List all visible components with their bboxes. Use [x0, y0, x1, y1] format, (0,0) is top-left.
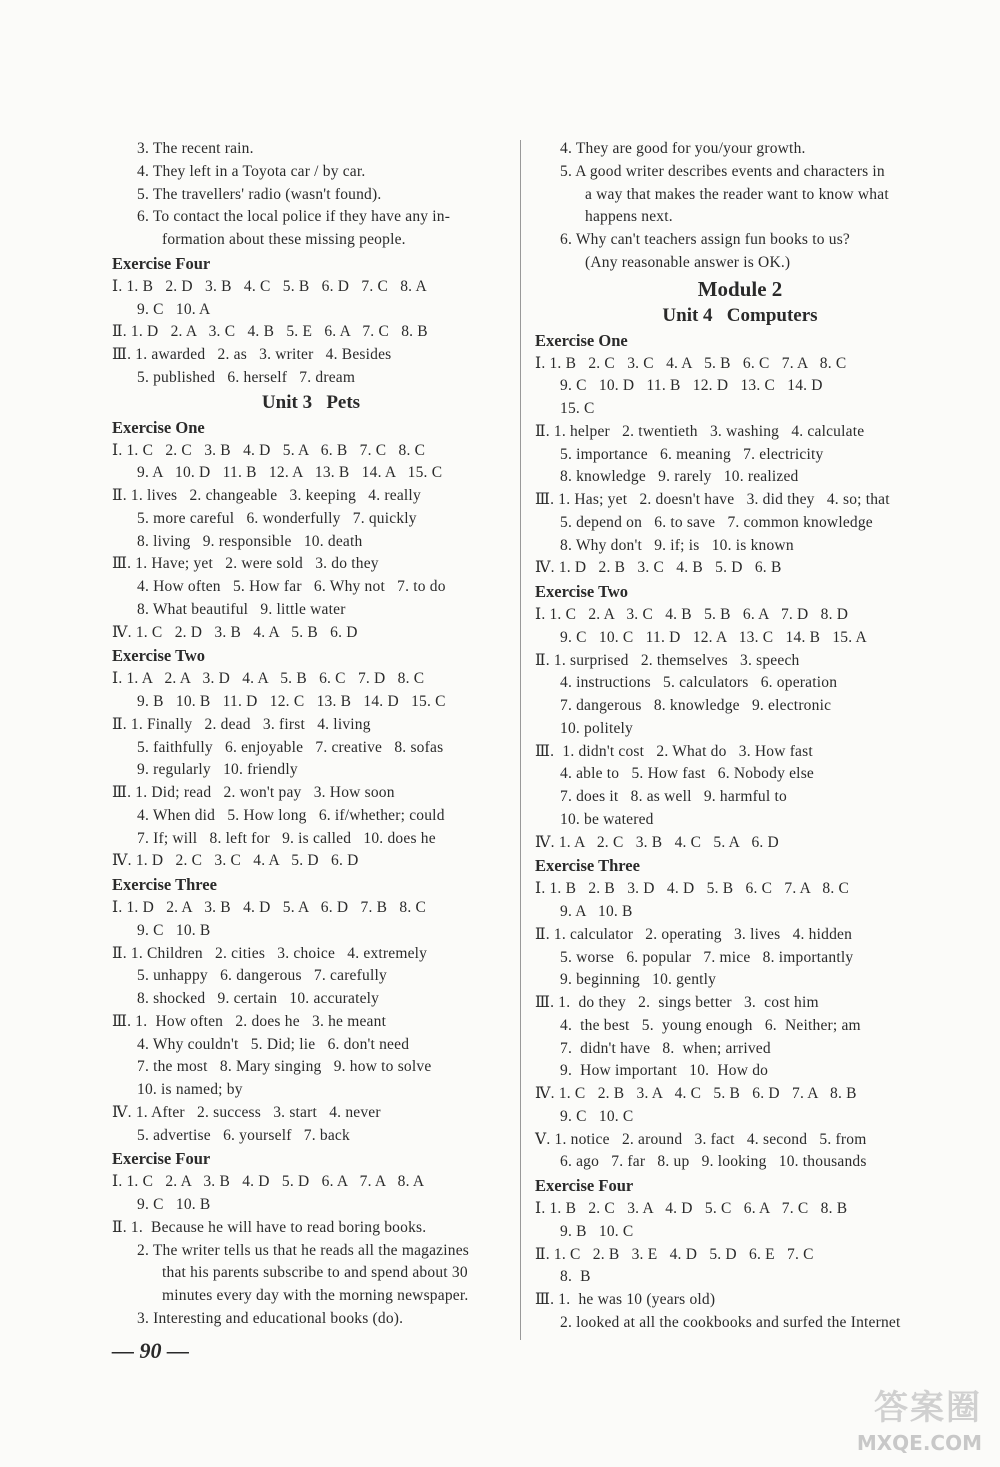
answer-line: 7. the most 8. Mary singing 9. how to solve — [137, 1058, 432, 1076]
answer-line: (Any reasonable answer is OK.) — [585, 253, 791, 271]
answer-line: 5. unhappy 6. dangerous 7. carefully — [137, 967, 387, 985]
answer-line: Ⅳ. 1. A 2. C 3. B 4. C 5. A 6. D — [535, 833, 779, 851]
answer-line: happens next. — [585, 208, 673, 226]
answer-line: 15. C — [560, 400, 595, 417]
answer-line: Ⅰ. 1. A 2. A 3. D 4. A 5. B 6. C 7. D 8. C — [112, 670, 425, 688]
answer-line: 7. didn't have 8. when; arrived — [560, 1039, 771, 1057]
answer-line: 9. C 10. D 11. B 12. D 13. C 14. D — [560, 377, 823, 395]
answer-line: Ⅱ. 1. Finally 2. dead 3. first 4. living — [112, 715, 371, 733]
answer-line: Ⅱ. 1. lives 2. changeable 3. keeping 4. really — [112, 487, 421, 504]
exercise-heading: Exercise Four — [112, 253, 211, 273]
answer-line: 7. does it 8. as well 9. harmful to — [560, 788, 787, 805]
answer-line: minutes every day with the morning newspaper. — [162, 1287, 469, 1304]
column-divider — [520, 140, 521, 1340]
answer-line: 4. How often 5. How far 6. Why not 7. to do — [137, 578, 446, 595]
answer-line: 5. importance 6. meaning 7. electricity — [560, 445, 824, 463]
answer-line: Ⅱ. 1. calculator 2. operating 3. lives 4. hidden — [535, 925, 853, 943]
watermark-logo-text: 答案圈 — [874, 1388, 982, 1428]
answer-line: Ⅴ. 1. notice 2. around 3. fact 4. second 5. from — [535, 1130, 867, 1148]
answer-line: 9. B 10. B 11. D 12. C 13. B 14. D 15. C — [137, 693, 446, 710]
answer-line: 5. worse 6. popular 7. mice 8. importantly — [560, 948, 854, 966]
answer-line: 8. Why don't 9. if; is 10. is known — [560, 536, 794, 554]
answer-line: Ⅰ. 1. B 2. C 3. C 4. A 5. B 6. C 7. A 8. C — [535, 354, 847, 372]
answer-line: 9. beginning 10. gently — [560, 971, 717, 989]
page-number: — 90 — — [112, 1338, 189, 1363]
watermark-logo — [798, 1385, 988, 1457]
answer-line: Ⅱ. 1. Because he will have to read boring books. — [112, 1218, 427, 1236]
answer-line: 5. published 6. herself 7. dream — [137, 368, 356, 386]
answer-line: 10. is named; by — [137, 1081, 243, 1098]
answer-line: 4. the best 5. young enough 6. Neither; am — [560, 1016, 861, 1034]
answer-line: Ⅲ. 1. awarded 2. as 3. writer 4. Besides — [112, 346, 392, 363]
answer-line: Ⅱ. 1. Children 2. cities 3. choice 4. extremely — [112, 944, 428, 962]
exercise-heading: Exercise Four — [535, 1176, 634, 1195]
answer-line: Ⅲ. 1. he was 10 (years old) — [535, 1291, 716, 1308]
exercise-heading: Exercise Four — [112, 1149, 211, 1169]
answer-line: Ⅲ. 1. didn't cost 2. What do 3. How fast — [535, 742, 813, 760]
answer-line: Ⅳ. 1. C 2. D 3. B 4. A 5. B 6. D — [112, 623, 358, 641]
answer-line: 6. To contact the local police if they have any in- — [137, 208, 451, 226]
answer-line: 9. C 10. A — [137, 300, 211, 318]
answer-line: Ⅱ. 1. D 2. A 3. C 4. B 5. E 6. A 7. C 8. B — [112, 323, 428, 341]
answer-line: 10. be watered — [560, 810, 654, 828]
answer-line: 7. If; will 8. left for 9. is called 10. does he — [137, 829, 436, 847]
answer-line: a way that makes the reader want to know what — [585, 185, 889, 203]
exercise-heading: Exercise One — [535, 330, 628, 350]
answer-line: 9. C 10. B — [137, 921, 211, 939]
unit-title: Unit 4 Computers — [662, 304, 818, 326]
answer-line: 9. C 10. C 11. D 12. A 13. C 14. B 15. A — [560, 628, 867, 646]
answer-line: 5. advertise 6. yourself 7. back — [137, 1126, 350, 1144]
answer-line: 4. instructions 5. calculators 6. operation — [560, 674, 838, 692]
answer-line: 4. They left in a Toyota car / by car. — [137, 162, 366, 180]
answer-line: that his parents subscribe to and spend about 30 — [162, 1264, 468, 1282]
answer-line: 5. A good writer describes events and characters in — [560, 162, 885, 180]
answer-line: Ⅲ. 1. do they 2. sings better 3. cost him — [535, 994, 819, 1011]
answer-line: Ⅰ. 1. B 2. B 3. D 4. D 5. B 6. C 7. A 8. C — [535, 880, 850, 898]
answer-line: 4. They are good for you/your growth. — [560, 140, 806, 157]
module-title: Module 2 — [697, 276, 783, 301]
answer-line: 9. regularly 10. friendly — [137, 761, 298, 779]
answer-line: 8. living 9. responsible 10. death — [137, 532, 363, 550]
answer-line: Ⅰ. 1. C 2. A 3. C 4. B 5. B 6. A 7. D 8. D — [535, 606, 849, 623]
answer-line: Ⅳ. 1. D 2. C 3. C 4. A 5. D 6. D — [112, 852, 359, 870]
watermark-site-text: MXQE.COM — [856, 1431, 982, 1455]
answer-line: 6. ago 7. far 8. up 9. looking 10. thousands — [560, 1153, 867, 1171]
answer-line: Ⅲ. 1. How often 2. does he 3. he meant — [112, 1012, 387, 1030]
answer-line: Ⅰ. 1. C 2. C 3. B 4. D 5. A 6. B 7. C 8. C — [112, 441, 426, 459]
answer-line: formation about these missing people. — [162, 231, 406, 248]
answer-line: 2. looked at all the cookbooks and surfed the Internet — [560, 1313, 901, 1331]
answer-line: Ⅱ. 1. helper 2. twentieth 3. washing 4. calculate — [535, 422, 865, 440]
answer-line: 9. C 10. B — [137, 1196, 211, 1213]
answer-line: 4. able to 5. How fast 6. Nobody else — [560, 765, 815, 783]
answer-line: 9. How important 10. How do — [560, 1062, 769, 1080]
answer-line: 9. C 10. C — [560, 1107, 634, 1125]
answer-line: Ⅳ. 1. After 2. success 3. start 4. never — [112, 1103, 381, 1121]
answer-line: Ⅲ. 1. Have; yet 2. were sold 3. do they — [112, 555, 379, 573]
left-column — [112, 138, 510, 1331]
exercise-heading: Exercise One — [112, 417, 205, 437]
answer-line: Ⅱ. 1. surprised 2. themselves 3. speech — [535, 651, 800, 669]
answer-line: 8. What beautiful 9. little water — [137, 600, 346, 618]
right-column — [535, 138, 945, 1335]
answer-line: 2. The writer tells us that he reads all the magazines — [137, 1241, 470, 1259]
answer-line: 3. The recent rain. — [137, 140, 254, 157]
answer-line: 9. A 10. D 11. B 12. A 13. B 14. A 15. C — [137, 464, 443, 482]
answer-line: Ⅱ. 1. C 2. B 3. E 4. D 5. D 6. E 7. C — [535, 1245, 814, 1263]
answer-line: 5. depend on 6. to save 7. common knowledge — [560, 513, 873, 531]
answer-line: 8. B — [560, 1268, 591, 1286]
answer-line: 5. more careful 6. wonderfully 7. quickly — [137, 509, 417, 527]
answer-line: Ⅰ. 1. C 2. A 3. B 4. D 5. D 6. A 7. A 8. A — [112, 1173, 425, 1191]
exercise-heading: Exercise Two — [112, 646, 206, 666]
answer-line: 5. The travellers' radio (wasn't found). — [137, 185, 382, 203]
unit-title: Unit 3 Pets — [261, 391, 361, 413]
answer-line: 10. politely — [560, 719, 634, 737]
answer-line: 5. faithfully 6. enjoyable 7. creative 8. sofas — [137, 738, 444, 756]
answer-line: 3. Interesting and educational books (do). — [137, 1309, 404, 1327]
answer-line: 7. dangerous 8. knowledge 9. electronic — [560, 697, 832, 714]
answer-line: 9. B 10. C — [560, 1222, 634, 1240]
answer-line: 8. knowledge 9. rarely 10. realized — [560, 468, 799, 486]
exercise-heading: Exercise Three — [112, 875, 217, 894]
answer-line: Ⅲ. 1. Has; yet 2. doesn't have 3. did they 4. so; that — [535, 491, 890, 508]
answer-line: 9. A 10. B — [560, 903, 633, 920]
exercise-heading: Exercise Three — [535, 856, 640, 876]
answer-line: 4. Why couldn't 5. Did; lie 6. don't need — [137, 1035, 410, 1053]
answer-line: 4. When did 5. How long 6. if/whether; could — [137, 806, 445, 824]
answer-line: Ⅰ. 1. B 2. C 3. A 4. D 5. C 6. A 7. C 8. B — [535, 1200, 848, 1217]
answer-line: 6. Why can't teachers assign fun books to us? — [560, 231, 851, 248]
answer-line: Ⅰ. 1. D 2. A 3. B 4. D 5. A 6. D 7. B 8. C — [112, 899, 427, 916]
answer-line: Ⅳ. 1. D 2. B 3. C 4. B 5. D 6. B — [535, 559, 782, 577]
exercise-heading: Exercise Two — [535, 582, 629, 601]
answer-line: Ⅰ. 1. B 2. D 3. B 4. C 5. B 6. D 7. C 8. A — [112, 277, 427, 295]
answer-line: Ⅲ. 1. Did; read 2. won't pay 3. How soon — [112, 784, 395, 801]
answer-line: 8. shocked 9. certain 10. accurately — [137, 990, 380, 1007]
answer-line: Ⅳ. 1. C 2. B 3. A 4. C 5. B 6. D 7. A 8. B — [535, 1085, 857, 1102]
